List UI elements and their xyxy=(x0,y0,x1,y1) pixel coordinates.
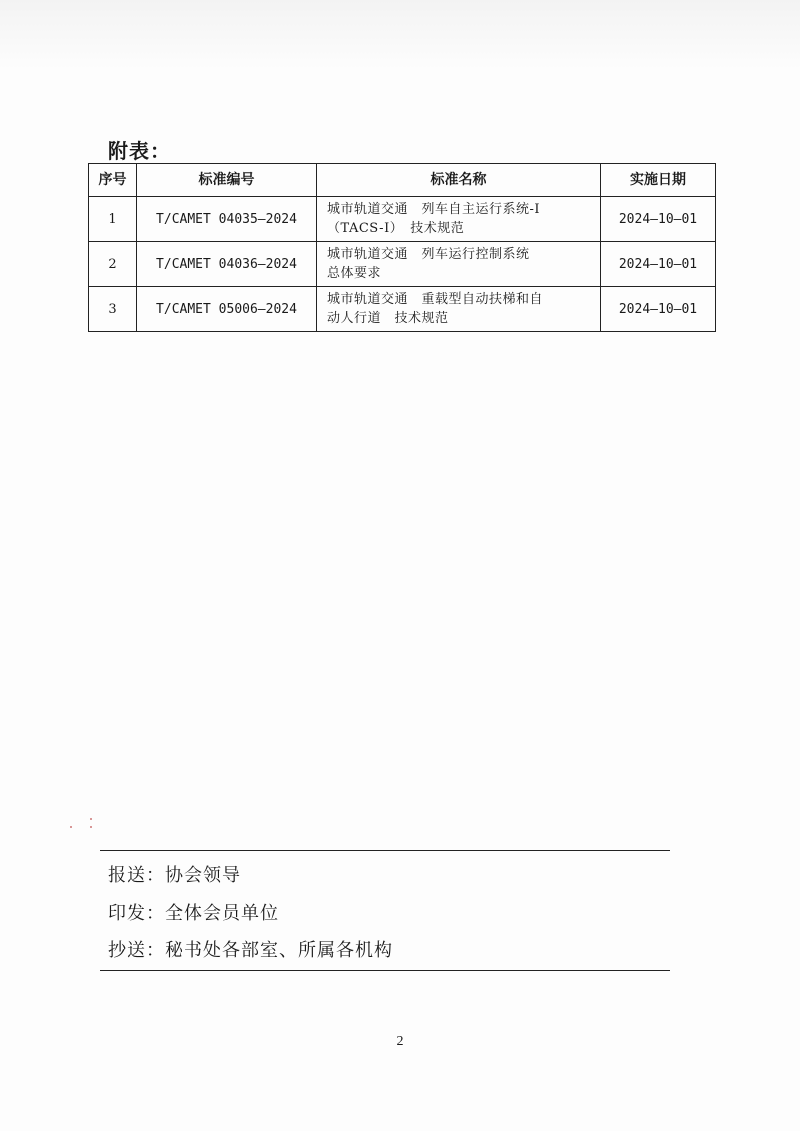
footer-top-rule xyxy=(100,850,670,851)
cell-standard-number: T/CAMET 04035—2024 xyxy=(137,197,317,242)
scan-header-artifact xyxy=(0,0,800,70)
cell-standard-name xyxy=(317,242,601,287)
table-row xyxy=(89,242,716,287)
scan-speck xyxy=(90,818,92,820)
cell-standard-name xyxy=(317,197,601,242)
report-to-line: 报送：协会领导 xyxy=(108,865,241,886)
table-row xyxy=(89,287,716,332)
table-header-row xyxy=(89,164,716,197)
cell-standard-number: T/CAMET 05006—2024 xyxy=(137,287,317,332)
standard-name-line1: 城市轨道交通 列车自主运行系统-Ⅰ xyxy=(327,202,541,217)
cell-seq: 1 xyxy=(89,197,137,242)
copy-to-line: 抄送：秘书处各部室、所属各机构 xyxy=(108,940,393,961)
standard-name-line2: 动人行道 技术规范 xyxy=(327,311,449,326)
footer-bottom-rule xyxy=(100,970,670,971)
header-seq: 序号 xyxy=(89,164,137,197)
standard-name-line2: 总体要求 xyxy=(327,266,382,281)
header-date: 实施日期 xyxy=(601,164,716,197)
standard-name-line1: 城市轨道交通 重载型自动扶梯和自 xyxy=(327,292,544,307)
table-row xyxy=(89,197,716,242)
cell-date: 2024—10—01 xyxy=(601,197,716,242)
header-number: 标准编号 xyxy=(137,164,317,197)
header-name: 标准名称 xyxy=(317,164,601,197)
print-to-line: 印发：全体会员单位 xyxy=(108,903,279,924)
standard-name-line2: （TACS-Ⅰ） 技术规范 xyxy=(327,221,465,236)
scan-speck xyxy=(90,826,92,828)
cell-standard-name xyxy=(317,287,601,332)
cell-seq: 2 xyxy=(89,242,137,287)
standards-table xyxy=(88,163,716,332)
page-number: 2 xyxy=(396,1034,404,1049)
cell-seq: 3 xyxy=(89,287,137,332)
cell-standard-number: T/CAMET 04036—2024 xyxy=(137,242,317,287)
attachment-heading: 附表： xyxy=(108,139,171,163)
scan-speck xyxy=(70,826,72,828)
cell-date: 2024—10—01 xyxy=(601,287,716,332)
cell-date: 2024—10—01 xyxy=(601,242,716,287)
standard-name-line1: 城市轨道交通 列车运行控制系统 xyxy=(327,247,530,262)
